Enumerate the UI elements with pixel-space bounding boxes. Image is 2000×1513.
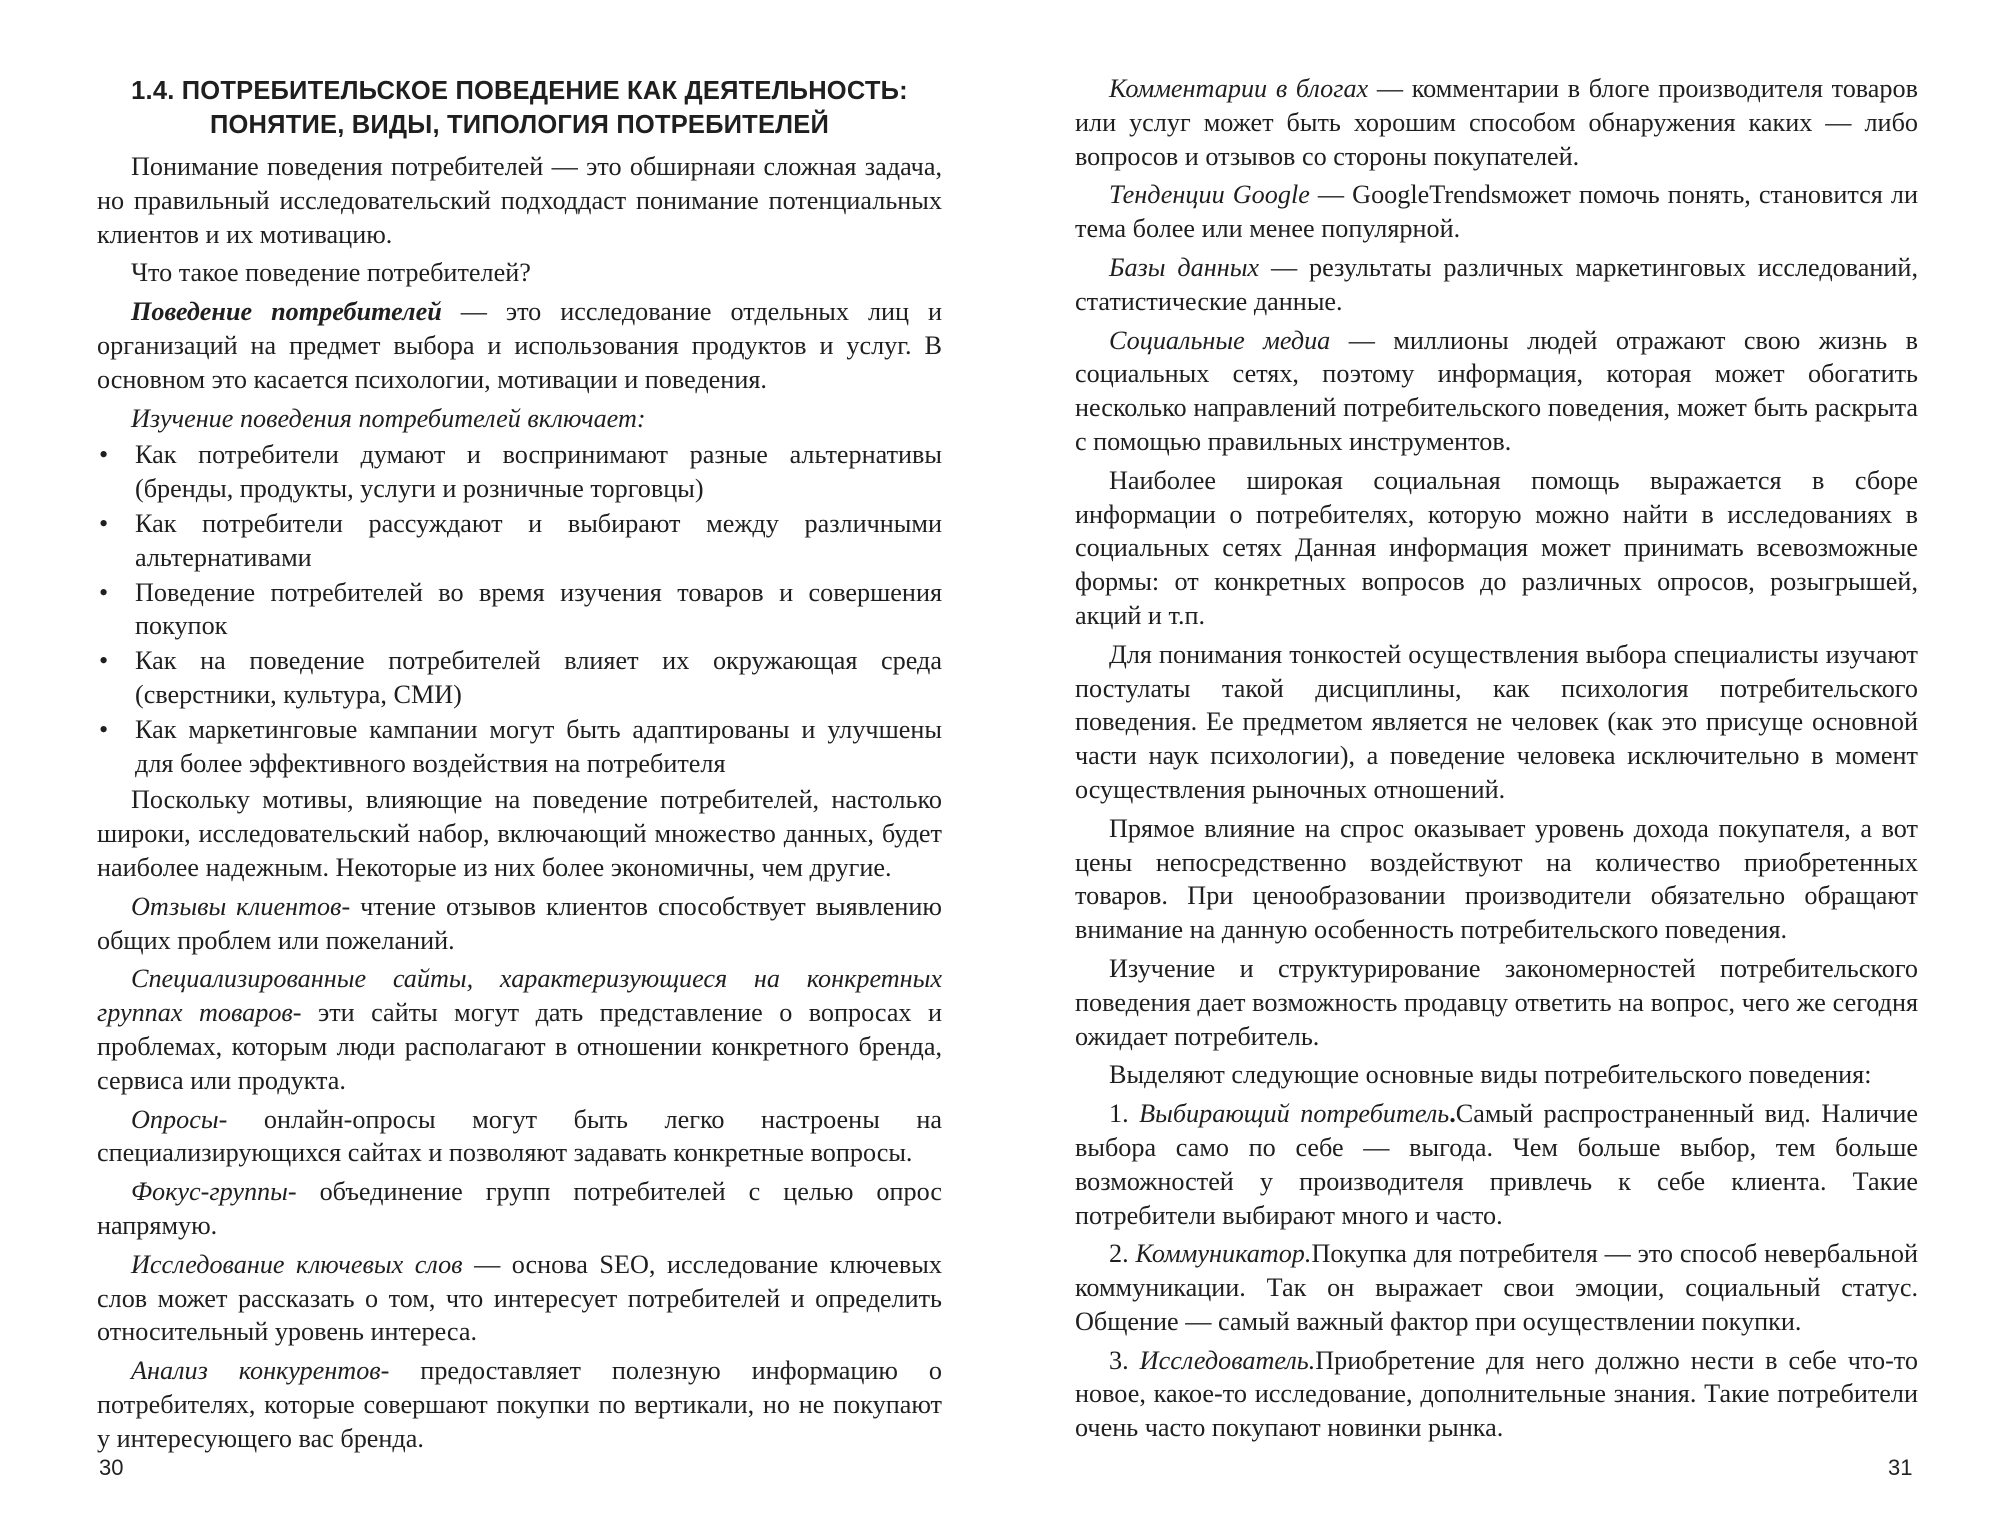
page-number: 30 xyxy=(99,1455,124,1480)
source-term: Социальные медиа xyxy=(1109,325,1331,355)
source-paragraph xyxy=(97,1354,942,1455)
motives-paragraph: Поскольку мотивы, влияющие на поведение потребителей, настолько широки, исследовательский набор, включающий множество данных, будет наиболее надежным. Некоторые из них более экономичны, чем другие. xyxy=(97,785,942,882)
bullet-icon: • xyxy=(99,714,109,744)
type-number: 1. xyxy=(1109,1099,1140,1129)
bullet-text: Как маркетинговые кампании могут быть адаптированы и улучшены для более эффективного воздействия на потребителя xyxy=(135,714,942,778)
definition-term: Поведение потребителей xyxy=(131,297,442,327)
source-term: Анализ конкурентов xyxy=(131,1356,381,1386)
bullet-item xyxy=(97,644,942,712)
bullet-item xyxy=(97,713,942,781)
section-heading xyxy=(97,74,942,142)
type-number: 3. xyxy=(1109,1345,1140,1375)
bullet-icon: • xyxy=(99,440,109,470)
definition-text: — это исследование отдельных лиц и организаций на предмет выбора и использования продуктов и услуг. В основном это касается психологии, мотивации и поведения. xyxy=(97,297,943,394)
heading-line: 1.4. ПОТРЕБИТЕЛЬСКОЕ ПОВЕДЕНИЕ КАК ДЕЯТЕЛЬНОСТЬ: xyxy=(131,77,908,105)
source-text: - чтение отзывов клиентов способствует выявлению общих проблем или пожеланий. xyxy=(97,891,942,955)
source-paragraph xyxy=(97,890,942,958)
source-paragraph xyxy=(97,962,942,1097)
body-paragraph: Выделяют следующие основные виды потребительского поведения: xyxy=(1109,1060,1872,1090)
intro-paragraph: Понимание поведения потребителей — это обширнаяи сложная задача, но правильный исследовательский подходдаст понимание потенциальных клиентов и их мотивацию. xyxy=(97,152,942,249)
source-text: - объединение групп потребителей с целью опрос напрямую. xyxy=(97,1177,942,1240)
source-paragraph xyxy=(97,1175,942,1243)
type-term: Выбирающий потребитель xyxy=(1139,1099,1450,1129)
bullet-text: Как потребители думают и воспринимают разные альтернативы (бренды, продукты, услуги и розничные торговцы) xyxy=(135,440,942,504)
body-paragraph: Наиболее широкая социальная помощь выражается в сборе информации о потребителях, которую можно найти в исследованиях в социальных сетях Данная информация может принимать всевозможные формы: от конкретных вопросов до различных опросов, розыгрышей, акций и т.п. xyxy=(1075,465,1918,630)
source-text: - эти сайты могут дать представление о вопросах и проблемах, которым люди располагают в отношении конкретного бренда, сервиса или продукта. xyxy=(97,998,942,1095)
type-term: Коммуникатор. xyxy=(1135,1239,1312,1269)
bullet-text: Как на поведение потребителей влияет их окружающая среда (сверстники, культура, СМИ) xyxy=(135,646,942,709)
source-paragraph xyxy=(1075,178,1918,246)
source-paragraph xyxy=(1075,324,1918,459)
source-term: Опросы xyxy=(131,1104,219,1134)
type-paragraph xyxy=(1075,1237,1918,1338)
bullet-icon: • xyxy=(99,577,109,607)
source-text: — миллионы людей отражают свою жизнь в социальных сетях, поэтому информация, которая может обогатить несколько направлений потребительского поведения, может быть раскрыта с помощью правильных инструментов. xyxy=(1075,325,1919,456)
source-term: Фокус-группы xyxy=(131,1177,288,1207)
source-text: - предоставляет полезную информацию о потребителях, которые совершают покупки по вертикали, но не покупают у интересующего вас бренда. xyxy=(97,1356,942,1453)
left-page-text xyxy=(97,74,942,1455)
source-paragraph xyxy=(97,1103,942,1171)
body-paragraph: Прямое влияние на спрос оказывает уровень дохода покупателя, а вот цены непосредственно воздействуют на количество приобретенных товаров. При ценообразовании производители обязательно обращают внимание на данную особенность потребительского поведения. xyxy=(1075,813,1918,945)
bullet-list xyxy=(97,438,942,780)
list-intro: Изучение поведения потребителей включает: xyxy=(131,403,646,433)
type-text: Приобретение для него должно нести в себе что-то новое, какое-то исследование, дополнительные знания. Такие потребители очень часто покупают новинки рынка. xyxy=(1075,1345,1919,1443)
source-term: Отзывы клиентов xyxy=(131,891,342,921)
type-text: Покупка для потребителя — это способ невербальной коммуникации. Так он выражает свои эмоции, социальный статус. Общение — самый важный фактор при осуществлении покупки. xyxy=(1075,1239,1918,1336)
type-dot: . xyxy=(1449,1099,1456,1129)
body-paragraph: Для понимания тонкостей осуществления выбора специалисты изучают постулаты такой дисциплины, как психология потребительского поведения. Ее предметом является не человек (как это присуще основной части наук психологии), а поведение человека исключительно в момент осуществления рыночных отношений. xyxy=(1075,639,1918,804)
bullet-text: Поведение потребителей во время изучения товаров и совершения покупок xyxy=(135,577,942,641)
source-text: — основа SEO, исследование ключевых слов может рассказать о том, что интересует потребителей и определить относительный уровень интереса. xyxy=(97,1249,942,1347)
source-paragraph xyxy=(1075,251,1918,319)
type-text: Самый распространенный вид. Наличие выбора само по себе — выгода. Чем больше выбор, тем больше возможностей у производителя привлечь к себе клиента. Такие потребители выбирают много и часто. xyxy=(1075,1099,1918,1230)
source-text: — результаты различных маркетинговых исследований, статистические данные. xyxy=(1075,252,1918,316)
source-paragraph xyxy=(1075,72,1918,173)
source-term: Тенденции Google xyxy=(1109,180,1310,210)
source-term: Исследование ключевых слов xyxy=(131,1249,463,1279)
page-number: 31 xyxy=(1888,1455,1913,1480)
definition-paragraph xyxy=(97,295,942,396)
bullet-item xyxy=(97,438,942,506)
heading-line: ПОНЯТИЕ, ВИДЫ, ТИПОЛОГИЯ ПОТРЕБИТЕЛЕЙ xyxy=(209,111,829,139)
source-term: Комментарии в блогах xyxy=(1109,74,1369,103)
source-term: Специализированные сайты, характеризующиеся на конкретных группах товаров xyxy=(97,964,942,1028)
right-page xyxy=(1000,0,2000,1513)
type-term: Исследователь. xyxy=(1139,1345,1316,1375)
source-paragraph xyxy=(97,1248,942,1349)
question-paragraph: Что такое поведение потребителей? xyxy=(131,258,531,288)
bullet-text: Как потребители рассуждают и выбирают между различными альтернативами xyxy=(135,508,942,572)
source-text: - онлайн-опросы могут быть легко настроены на специализирующихся сайтах и позволяют задавать конкретные вопросы. xyxy=(97,1104,942,1168)
bullet-icon: • xyxy=(99,508,109,538)
bullet-item xyxy=(97,507,942,575)
source-term: Базы данных xyxy=(1109,252,1260,282)
type-paragraph xyxy=(1075,1344,1918,1445)
source-text: — комментарии в блоге производителя товаров или услуг может быть хорошим способом обнаружения каких — либо вопросов и отзывов со стороны покупателей. xyxy=(1075,74,1918,171)
bullet-item xyxy=(97,576,942,644)
body-paragraph: Изучение и структурирование закономерностей потребительского поведения дает возможность продавцу ответить на вопрос, чего же сегодня ожидает потребитель. xyxy=(1075,953,1918,1051)
type-number: 2. xyxy=(1109,1239,1136,1269)
source-text: — GoogleTrendsможет помочь понять, становится ли тема более или менее популярной. xyxy=(1075,180,1918,244)
bullet-icon: • xyxy=(99,646,109,676)
type-paragraph xyxy=(1075,1097,1918,1232)
right-page-text xyxy=(1075,72,1918,1445)
